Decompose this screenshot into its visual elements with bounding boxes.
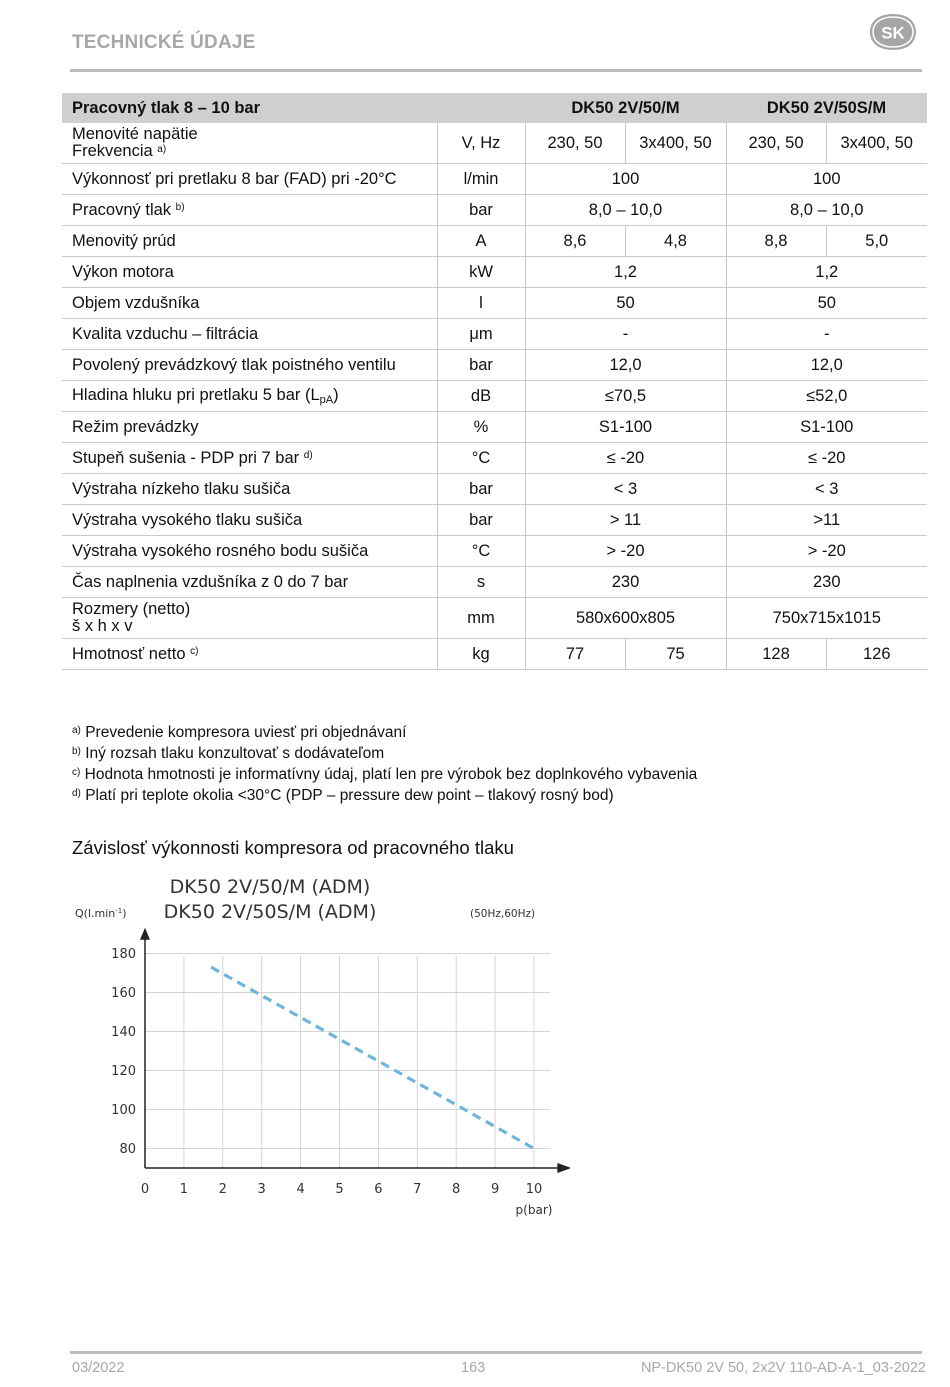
language-badge-icon [868,13,918,51]
chart-y-tick-label: 120 [111,1064,136,1079]
chart-x-tick-label: 3 [257,1182,266,1197]
footer-date: 03/2022 [72,1360,125,1376]
table-row: Výkon motora kW 1,2 1,2 [62,257,927,288]
footnote: $^{c)}$ Hodnota hmotnosti je informatívny údaj, platí len pre výrobok bez doplnkového vybavenia [72,766,698,783]
chart-x-tick-label: 0 [140,1182,150,1197]
chart-x-tick-label: 4 [296,1182,305,1197]
chart-y-axis-arrow-icon [140,928,150,940]
chart-title-line1: DK50 2V/50/M (ADM) [169,876,371,898]
table-row: Kvalita vzduchu – filtrácia μm - - [62,319,927,350]
header-pressure-label: Pracovný tlak 8 – 10 bar [62,93,437,123]
table-row: Pracovný tlak $^{b)}$ bar 8,0 – 10,0 8,0 – 10,0 [62,195,927,226]
footer-page-number: 163 [461,1360,486,1376]
footnote: $^{d)}$ Platí pri teplote okolia <30°C (PDP – pressure dew point – tlakový rosný bod) [72,787,614,804]
table-row: Výkonnosť pri pretlaku 8 bar (FAD) pri -20°C l/min 100 100 [62,164,927,195]
table-row: Rozmery (netto) š x h x v mm 580x600x805 750x715x1015 [62,598,927,639]
chart-x-axis-arrow-icon [557,1163,570,1173]
table-row: Menovitý prúd A 8,6 4,8 8,8 5,0 [62,226,927,257]
chart-y-tick-label: 160 [111,986,136,1001]
performance-chart [70,866,570,1226]
header-divider [70,69,922,72]
table-row: Hladina hluku pri pretlaku 5 bar $(L_{pA})$ dB ≤70,5 ≤52,0 [62,381,927,412]
chart-y-tick-label: 80 [119,1142,136,1157]
footer-document-id: NP-DK50 2V 50, 2x2V 110-AD-A-1_03-2022 [640,1360,926,1376]
chart-x-tick-label: 10 [525,1182,543,1197]
header-model-a: DK50 2V/50/M [525,93,726,123]
chart-subtitle: (50Hz,60Hz) [470,908,536,920]
table-row: Výstraha vysokého tlaku sušiča bar > 11 >11 [62,505,927,536]
chart-x-tick-label: 5 [335,1182,344,1197]
language-badge-label: SK [881,23,905,43]
chart-x-tick-label: 1 [179,1182,189,1197]
chart-x-tick-label: 9 [490,1182,500,1197]
header-model-b: DK50 2V/50S/M [726,93,927,123]
page-header-title: TECHNICKÉ ÚDAJE [72,32,256,53]
chart-x-tick-label: 6 [374,1182,383,1197]
footnote: $^{a)}$ Prevedenie kompresora uviesť pri objednávaní [72,724,407,741]
table-row: Hmotnosť netto $^{c)}$ kg 77 75 128 126 [62,639,927,670]
spec-table [62,93,927,670]
footnotes [72,722,697,806]
table-row: Výstraha vysokého rosného bodu sušiča °C > -20 > -20 [62,536,927,567]
table-row: Čas naplnenia vzdušníka z 0 do 7 bar s 230 230 [62,567,927,598]
footer-divider [70,1351,922,1354]
footnote: $^{b)}$ Iný rozsah tlaku konzultovať s dodávateľom [72,745,385,762]
chart-y-tick-label: 100 [111,1103,136,1118]
table-row: Menovité napätie Frekvencia $^{a)}$ V, Hz 230, 50 3x400, 50 230, 50 3x400, 50 [62,123,927,164]
chart-x-tick-label: 7 [413,1182,422,1197]
chart-y-tick-label: 180 [111,947,136,962]
chart-title-line2: DK50 2V/50S/M (ADM) [163,901,377,923]
table-row: Výstraha nízkeho tlaku sušiča bar < 3 < 3 [62,474,927,505]
table-row: Režim prevádzky % S1-100 S1-100 [62,412,927,443]
section-title: Závislosť výkonnosti kompresora od pracovného tlaku [72,837,514,858]
table-row: Objem vzdušníka l 50 50 [62,288,927,319]
table-header-row [62,93,927,123]
table-row: Stupeň sušenia - PDP pri 7 bar $^{d)}$ °C ≤ -20 ≤ -20 [62,443,927,474]
table-row: Povolený prevádzkový tlak poistného ventilu bar 12,0 12,0 [62,350,927,381]
chart-x-label: p(bar) [515,1203,553,1217]
chart-x-tick-label: 8 [452,1182,461,1197]
chart-x-tick-label: 2 [218,1182,227,1197]
chart-y-label: $Q(l.\min^{-1})$ [75,907,127,920]
chart-series-line [211,967,534,1148]
chart-y-tick-label: 140 [111,1025,136,1040]
